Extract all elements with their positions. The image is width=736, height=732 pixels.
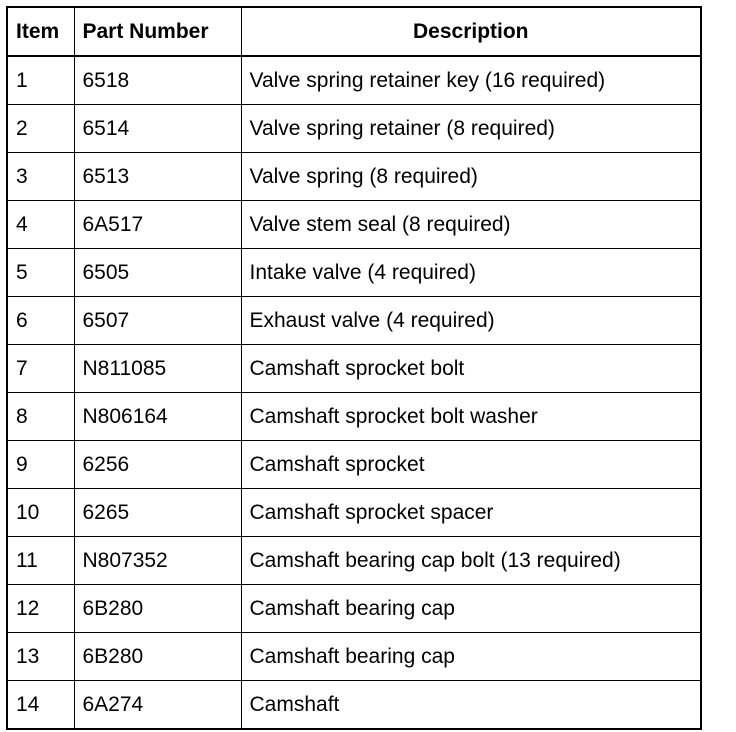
- cell-description: Valve spring retainer (8 required): [241, 105, 701, 153]
- cell-item: 2: [7, 105, 74, 153]
- cell-part-number: 6507: [74, 297, 241, 345]
- table-row: [7, 249, 701, 297]
- cell-item: 13: [7, 633, 74, 681]
- table-row: [7, 585, 701, 633]
- cell-description: Camshaft bearing cap: [241, 585, 701, 633]
- table-row: [7, 345, 701, 393]
- cell-description: Camshaft sprocket: [241, 441, 701, 489]
- cell-item: 11: [7, 537, 74, 585]
- cell-description: Camshaft sprocket bolt: [241, 345, 701, 393]
- cell-part-number: N807352: [74, 537, 241, 585]
- cell-item: 9: [7, 441, 74, 489]
- table-row: [7, 441, 701, 489]
- cell-item: 8: [7, 393, 74, 441]
- cell-description: Camshaft sprocket bolt washer: [241, 393, 701, 441]
- cell-item: 10: [7, 489, 74, 537]
- table-header: [7, 7, 701, 56]
- table-body: [7, 56, 701, 729]
- cell-item: 3: [7, 153, 74, 201]
- cell-part-number: 6B280: [74, 633, 241, 681]
- table-row: [7, 489, 701, 537]
- table-row: [7, 681, 701, 730]
- table-row: [7, 537, 701, 585]
- header-part-number: Part Number: [74, 7, 241, 56]
- header-description: Description: [241, 7, 701, 56]
- cell-description: Camshaft sprocket spacer: [241, 489, 701, 537]
- cell-part-number: 6B280: [74, 585, 241, 633]
- cell-part-number: 6513: [74, 153, 241, 201]
- cell-description: Exhaust valve (4 required): [241, 297, 701, 345]
- cell-description: Valve spring (8 required): [241, 153, 701, 201]
- cell-description: Camshaft bearing cap: [241, 633, 701, 681]
- table-row: [7, 297, 701, 345]
- cell-description: Camshaft: [241, 681, 701, 730]
- cell-part-number: N811085: [74, 345, 241, 393]
- cell-item: 5: [7, 249, 74, 297]
- cell-part-number: 6A517: [74, 201, 241, 249]
- table-row: [7, 633, 701, 681]
- cell-part-number: 6A274: [74, 681, 241, 730]
- cell-part-number: 6265: [74, 489, 241, 537]
- cell-part-number: 6505: [74, 249, 241, 297]
- parts-table: [6, 6, 702, 730]
- header-row: [7, 7, 701, 56]
- cell-part-number: 6518: [74, 56, 241, 105]
- table-row: [7, 105, 701, 153]
- cell-item: 12: [7, 585, 74, 633]
- table-row: [7, 393, 701, 441]
- cell-item: 6: [7, 297, 74, 345]
- table-row: [7, 56, 701, 105]
- table-row: [7, 153, 701, 201]
- table-row: [7, 201, 701, 249]
- cell-item: 14: [7, 681, 74, 730]
- header-item: Item: [7, 7, 74, 56]
- cell-part-number: 6256: [74, 441, 241, 489]
- cell-description: Camshaft bearing cap bolt (13 required): [241, 537, 701, 585]
- cell-description: Valve stem seal (8 required): [241, 201, 701, 249]
- cell-description: Valve spring retainer key (16 required): [241, 56, 701, 105]
- cell-item: 7: [7, 345, 74, 393]
- cell-item: 1: [7, 56, 74, 105]
- cell-description: Intake valve (4 required): [241, 249, 701, 297]
- cell-part-number: N806164: [74, 393, 241, 441]
- cell-part-number: 6514: [74, 105, 241, 153]
- cell-item: 4: [7, 201, 74, 249]
